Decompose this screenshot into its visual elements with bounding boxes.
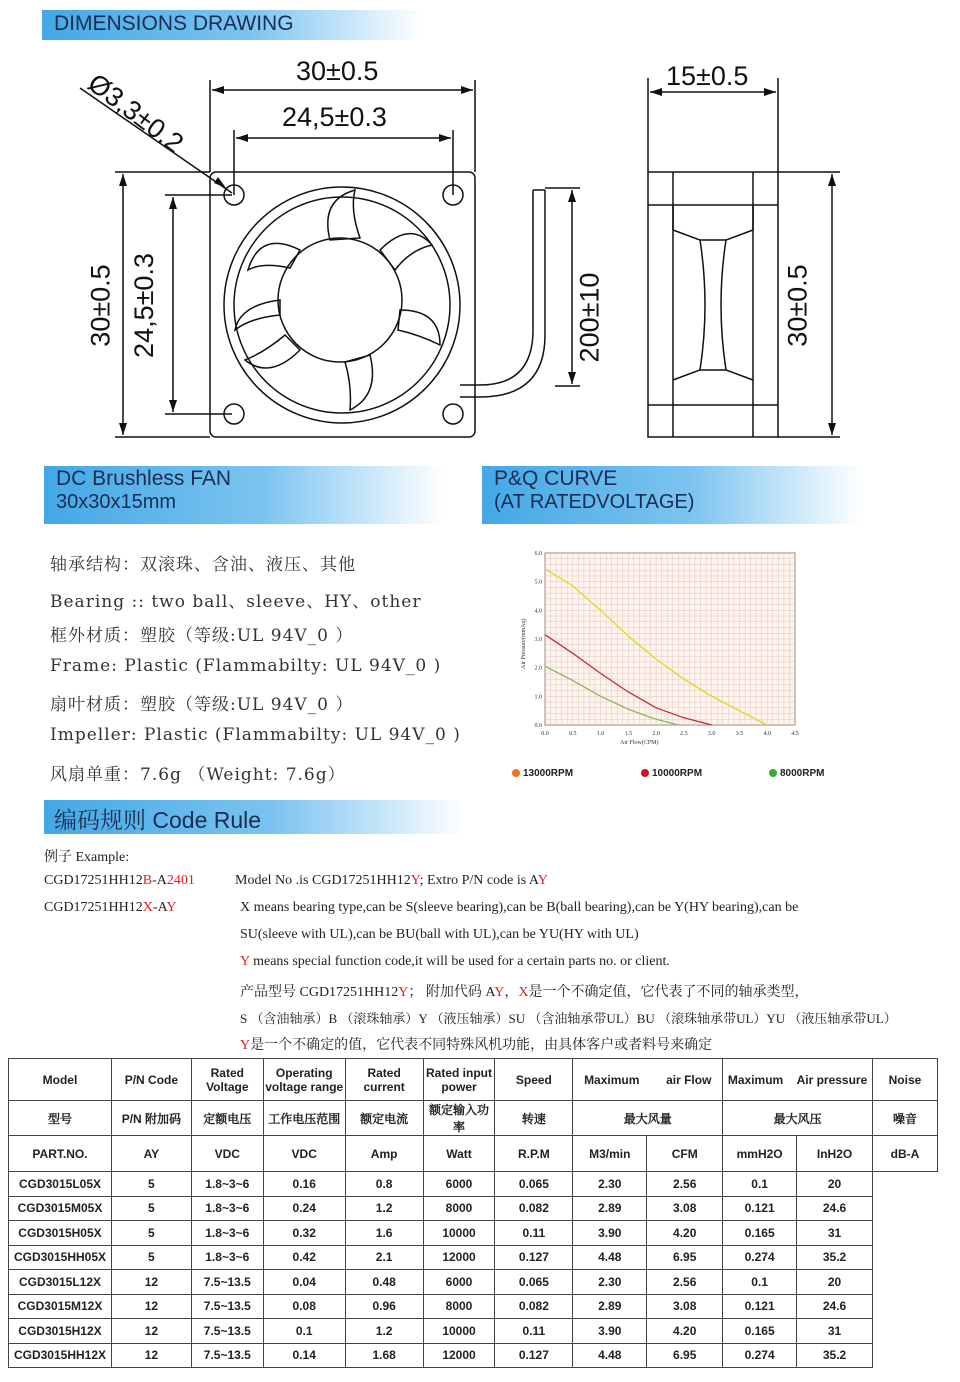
- table-cell: 0.24: [263, 1196, 345, 1221]
- rule-line-4-text: means special function code,it will be used for a certain parts no. or client.: [249, 954, 670, 969]
- table-cell-model: CGD3015M05X: [9, 1196, 112, 1221]
- table-cell: 12000: [423, 1245, 495, 1270]
- table-cell: 0.1: [263, 1319, 345, 1344]
- example-code-1-mid: -A: [152, 873, 167, 888]
- rule-line-5-x: X: [518, 985, 529, 1000]
- unit-m3min: M3/min: [573, 1136, 647, 1172]
- th-airflow: [573, 1059, 723, 1101]
- rule-line-5-b: ； 附加代码 A: [408, 985, 495, 1000]
- table-cell: 2.89: [573, 1294, 647, 1319]
- product-banner: [44, 466, 444, 524]
- table-cell: 0.32: [263, 1221, 345, 1246]
- rule-line-4-y: Y: [240, 954, 250, 969]
- x-tick-label: 0.5: [569, 731, 577, 737]
- unit-rpm: R.P.M: [495, 1136, 573, 1172]
- table-cell: 2.30: [573, 1172, 647, 1197]
- example-code-1-prefix: CGD17251HH12: [44, 873, 143, 888]
- th-operating-range: Operating voltage range: [263, 1059, 345, 1101]
- table-cell: 0.14: [263, 1343, 345, 1368]
- rule-line-7-y: Y: [240, 1038, 251, 1053]
- rule-line-1-y: Y: [410, 873, 420, 888]
- code-rule-heading: 编码规则 Code Rule: [54, 807, 262, 833]
- rule-line-5: [240, 981, 808, 1001]
- table-cell: 24.6: [797, 1294, 873, 1319]
- th-cn-model: 型号: [9, 1101, 112, 1136]
- example-code-2: [44, 900, 177, 916]
- example-code-2-prefix: CGD17251HH12: [44, 900, 143, 915]
- table-cell: 6000: [423, 1270, 495, 1295]
- table-cell: 0.121: [723, 1294, 797, 1319]
- y-tick-label: 4.0: [534, 608, 542, 615]
- unit-cfm: CFM: [647, 1136, 723, 1172]
- unit-inh2o: InH2O: [797, 1136, 873, 1172]
- table-units: [9, 1136, 938, 1172]
- y-axis-label: Air Pressure(mmAq): [521, 618, 527, 669]
- width-outer-dimension: 30±0.5: [296, 56, 379, 86]
- th-rated-voltage: Rated Voltage: [191, 1059, 263, 1101]
- th-cn-pressure: 最大风压: [723, 1101, 873, 1136]
- unit-vdc-range: VDC: [263, 1136, 345, 1172]
- rule-line-1-b: ; Extro P/N code is A: [419, 873, 538, 888]
- table-cell: 0.11: [495, 1319, 573, 1344]
- table-cell: 0.121: [723, 1196, 797, 1221]
- table-row: [9, 1245, 938, 1270]
- table-cell: 0.1: [723, 1270, 797, 1295]
- x-tick-label: 3.0: [707, 731, 716, 737]
- table-cell-model: CGD3015H12X: [9, 1319, 112, 1344]
- table-cell-model: CGD3015M12X: [9, 1294, 112, 1319]
- y-tick-label: 6.0: [534, 551, 542, 557]
- y-tick-label: 5.0: [534, 579, 542, 586]
- spec-bearing-cn: 轴承结构：双滚珠、含油、液压、其他: [50, 555, 356, 575]
- table-row: [9, 1294, 938, 1319]
- unit-dba: dB-A: [872, 1136, 937, 1172]
- table-cell: 0.42: [263, 1245, 345, 1270]
- table-row: [9, 1172, 938, 1197]
- table-cell: 7.5~13.5: [191, 1319, 263, 1344]
- curve-title: P&Q CURVE: [494, 467, 618, 490]
- example-code-1-b: B: [142, 873, 153, 888]
- hole-dimension: Ø3,3±0.2: [82, 67, 190, 159]
- table-cell: 12: [111, 1270, 191, 1295]
- legend-8000-dot: [769, 769, 777, 777]
- th-input-power: Rated input power: [423, 1059, 495, 1101]
- table-cell: 0.065: [495, 1270, 573, 1295]
- th-cn-noise: 噪音: [872, 1101, 937, 1136]
- rule-line-5-y2: Y: [494, 985, 505, 1000]
- table-cell: 6.95: [647, 1343, 723, 1368]
- example-code-2-y: Y: [166, 900, 177, 915]
- spec-bearing-en: Bearing :: two ball、sleeve、HY、other: [50, 592, 422, 612]
- example-code-2-x: X: [142, 900, 153, 915]
- table-cell: 1.2: [345, 1196, 423, 1221]
- table-cell: 0.11: [495, 1221, 573, 1246]
- table-cell: 0.8: [345, 1172, 423, 1197]
- table-cell-model: CGD3015H05X: [9, 1221, 112, 1246]
- x-tick-label: 2.5: [680, 731, 688, 737]
- table-cell: 3.90: [573, 1319, 647, 1344]
- cable-length-dimension: 200±10: [574, 272, 605, 363]
- y-tick-label: 3.0: [534, 637, 542, 643]
- height-inner-dimension: 24,5±0.3: [128, 253, 159, 358]
- table-cell: 5: [111, 1196, 191, 1221]
- table-header-en: [9, 1059, 938, 1101]
- unit-vdc: VDC: [191, 1136, 263, 1172]
- dimensions-heading: DIMENSIONS DRAWING: [54, 12, 294, 35]
- table-cell: 1.68: [345, 1343, 423, 1368]
- table-cell: 2.89: [573, 1196, 647, 1221]
- table-cell: 24.6: [797, 1196, 873, 1221]
- table-cell: 4.20: [647, 1319, 723, 1344]
- rule-line-5-d: 是一个不确定值，它代表了不同的轴承类型，: [528, 985, 809, 1000]
- table-cell: 35.2: [797, 1245, 873, 1270]
- y-tick-label: 0.0: [534, 723, 542, 729]
- curve-subtitle: (AT RATEDVOLTAGE): [494, 491, 695, 513]
- legend-10000-label: 10000RPM: [652, 768, 703, 779]
- table-cell: 4.48: [573, 1343, 647, 1368]
- rule-line-1-a: Model No .is CGD17251HH12: [235, 873, 411, 888]
- table-cell: 1.2: [345, 1319, 423, 1344]
- y-tick-label: 1.0: [534, 694, 542, 701]
- rule-line-3: SU(sleeve with UL),can be BU(ball with UL),can be YU(HY with UL): [240, 927, 639, 942]
- th-pressure: [723, 1059, 873, 1101]
- table-cell: 1.6: [345, 1221, 423, 1246]
- table-cell: 0.065: [495, 1172, 573, 1197]
- th-pressure-a: Maximum: [727, 1072, 784, 1087]
- legend-13000-label: 13000RPM: [523, 768, 574, 779]
- table-row: [9, 1221, 938, 1246]
- table-cell: 1.8~3~6: [191, 1196, 263, 1221]
- table-cell: 4.20: [647, 1221, 723, 1246]
- pn-code-cell: AY: [111, 1136, 191, 1172]
- table-cell: 0.1: [723, 1172, 797, 1197]
- table-row: [9, 1343, 938, 1368]
- rule-line-6: S （含油轴承）B （滚珠轴承）Y （液压轴承）SU （含油轴承带UL）BU （滚珠轴承带UL）YU （液压轴承带UL）: [240, 1011, 897, 1026]
- table-cell-model: CGD3015HH05X: [9, 1245, 112, 1270]
- x-tick-label: 2.0: [652, 731, 660, 737]
- th-cn-current: 额定电流: [345, 1101, 423, 1136]
- table-cell: 1.8~3~6: [191, 1172, 263, 1197]
- table-cell: 20: [797, 1270, 873, 1295]
- rule-line-7-text: 是一个不确定的值，它代表不同特殊风机功能，由具体客户或者料号来确定: [250, 1038, 713, 1053]
- curve-banner: [482, 466, 862, 524]
- spec-impeller-cn: 扇叶材质：塑胶（等级:UL 94V_0 ）: [50, 695, 354, 715]
- table-header-cn: [9, 1101, 938, 1136]
- th-airflow-b: air Flow: [666, 1072, 712, 1087]
- table-cell: 5: [111, 1221, 191, 1246]
- table-cell: 0.274: [723, 1343, 797, 1368]
- table-cell: 0.274: [723, 1245, 797, 1270]
- table-cell: 2.1: [345, 1245, 423, 1270]
- rule-line-5-c: ，: [504, 985, 519, 1000]
- rule-line-1-y2: Y: [537, 873, 548, 888]
- table-cell: 7.5~13.5: [191, 1294, 263, 1319]
- table-cell: 31: [797, 1221, 873, 1246]
- side-height-dimension: 30±0.5: [782, 264, 813, 347]
- spec-weight: 风扇单重：7.6g （Weight: 7.6g）: [50, 765, 346, 785]
- th-rated-current: Rated current: [345, 1059, 423, 1101]
- table-cell: 0.127: [495, 1343, 573, 1368]
- unit-part: PART.NO.: [9, 1136, 112, 1172]
- table-row: [9, 1196, 938, 1221]
- table-row: [9, 1319, 938, 1344]
- th-cn-range: 工作电压范围: [263, 1101, 345, 1136]
- table-cell: 20: [797, 1172, 873, 1197]
- example-label: 例子 Example:: [44, 850, 130, 865]
- x-tick-label: 1.0: [596, 731, 605, 737]
- table-cell: 0.127: [495, 1245, 573, 1270]
- table-cell: 4.48: [573, 1245, 647, 1270]
- table-cell: 12000: [423, 1343, 495, 1368]
- legend-8000-label: 8000RPM: [780, 768, 825, 779]
- table-cell: 12: [111, 1343, 191, 1368]
- width-inner-dimension: 24,5±0.3: [282, 102, 387, 132]
- height-outer-dimension: 30±0.5: [85, 264, 116, 347]
- table-cell-model: CGD3015L12X: [9, 1270, 112, 1295]
- code-rule-banner: [44, 800, 464, 834]
- x-tick-label: 3.5: [735, 731, 744, 737]
- th-cn-power: 额定输入功率: [423, 1101, 495, 1136]
- th-cn-pn: P/N 附加码: [111, 1101, 191, 1136]
- example-code-1-suffix: 2401: [166, 873, 195, 888]
- table-cell: 0.96: [345, 1294, 423, 1319]
- table-cell-model: CGD3015L05X: [9, 1172, 112, 1197]
- product-title: DC Brushless FAN: [56, 467, 232, 490]
- table-cell: 1.8~3~6: [191, 1245, 263, 1270]
- th-cn-voltage: 定额电压: [191, 1101, 263, 1136]
- table-cell: 6000: [423, 1172, 495, 1197]
- product-size: 30x30x15mm: [56, 491, 177, 513]
- table-cell: 7.5~13.5: [191, 1343, 263, 1368]
- legend-10000: [641, 768, 702, 779]
- th-model: Model: [9, 1059, 112, 1101]
- x-tick-label: 4.0: [763, 731, 771, 737]
- rule-line-1: [235, 873, 548, 889]
- x-tick-label: 4.5: [791, 731, 799, 737]
- example-code-1: [44, 873, 195, 889]
- table-cell: 2.56: [647, 1270, 723, 1295]
- table-cell: 1.8~3~6: [191, 1221, 263, 1246]
- spec-frame-en: Frame: Plastic (Flammabilty: UL 94V_0 ): [50, 656, 442, 676]
- table-cell: 0.165: [723, 1319, 797, 1344]
- spec-frame-cn: 框外材质：塑胶（等级:UL 94V_0 ）: [50, 626, 354, 646]
- table-cell: 0.08: [263, 1294, 345, 1319]
- table-cell: 2.30: [573, 1270, 647, 1295]
- table-cell: 3.90: [573, 1221, 647, 1246]
- table-cell: 0.16: [263, 1172, 345, 1197]
- table-cell: 12: [111, 1294, 191, 1319]
- th-speed: Speed: [495, 1059, 573, 1101]
- table-cell: 12: [111, 1319, 191, 1344]
- spec-impeller-en: Impeller: Plastic (Flammabilty: UL 94V_0 ): [50, 725, 461, 745]
- legend-8000: [769, 768, 824, 779]
- table-cell: 0.48: [345, 1270, 423, 1295]
- rule-line-5-y: Y: [398, 985, 409, 1000]
- table-cell: 5: [111, 1172, 191, 1197]
- depth-dimension: 15±0.5: [666, 61, 749, 91]
- table-cell: 3.08: [647, 1294, 723, 1319]
- rule-line-2: X means bearing type,can be S(sleeve bearing),can be B(ball bearing),can be Y(HY bearing),can be: [240, 900, 799, 915]
- rule-line-5-a: 产品型号 CGD17251HH12: [240, 985, 399, 1000]
- table-cell: 3.08: [647, 1196, 723, 1221]
- table-cell: 0.04: [263, 1270, 345, 1295]
- legend-13000: [512, 768, 573, 779]
- table-cell: 8000: [423, 1196, 495, 1221]
- legend-13000-dot: [512, 769, 520, 777]
- table-cell: 0.165: [723, 1221, 797, 1246]
- rule-line-7: [240, 1034, 712, 1054]
- spec-table: [8, 1058, 938, 1368]
- table-cell: 35.2: [797, 1343, 873, 1368]
- table-cell: 10000: [423, 1221, 495, 1246]
- table-cell: 0.082: [495, 1294, 573, 1319]
- table-row: [9, 1270, 938, 1295]
- th-cn-airflow: 最大风量: [573, 1101, 723, 1136]
- th-pn-code: P/N Code: [111, 1059, 191, 1101]
- example-code-2-mid: -A: [152, 900, 167, 915]
- th-cn-speed: 转速: [495, 1101, 573, 1136]
- table-cell: 7.5~13.5: [191, 1270, 263, 1295]
- table-cell: 8000: [423, 1294, 495, 1319]
- rule-line-4: [240, 954, 670, 970]
- x-axis-label: Air Flow(CFM): [620, 740, 659, 746]
- table-cell-model: CGD3015HH12X: [9, 1343, 112, 1368]
- unit-amp: Amp: [345, 1136, 423, 1172]
- unit-watt: Watt: [423, 1136, 495, 1172]
- table-cell: 31: [797, 1319, 873, 1344]
- y-tick-label: 2.0: [534, 665, 542, 672]
- table-cell: 10000: [423, 1319, 495, 1344]
- table-cell: 2.56: [647, 1172, 723, 1197]
- x-tick-label: 0.0: [541, 731, 549, 737]
- th-airflow-a: Maximum: [584, 1072, 640, 1087]
- legend-10000-dot: [641, 769, 649, 777]
- x-tick-label: 1.5: [624, 731, 633, 737]
- table-cell: 0.082: [495, 1196, 573, 1221]
- table-cell: 6.95: [647, 1245, 723, 1270]
- table-cell: 5: [111, 1245, 191, 1270]
- fan-side-drawing: [0, 0, 960, 460]
- pq-curve-chart: [505, 545, 805, 760]
- th-pressure-b: Air pressure: [796, 1072, 868, 1087]
- unit-mmh2o: mmH2O: [723, 1136, 797, 1172]
- th-noise: Noise: [872, 1059, 937, 1101]
